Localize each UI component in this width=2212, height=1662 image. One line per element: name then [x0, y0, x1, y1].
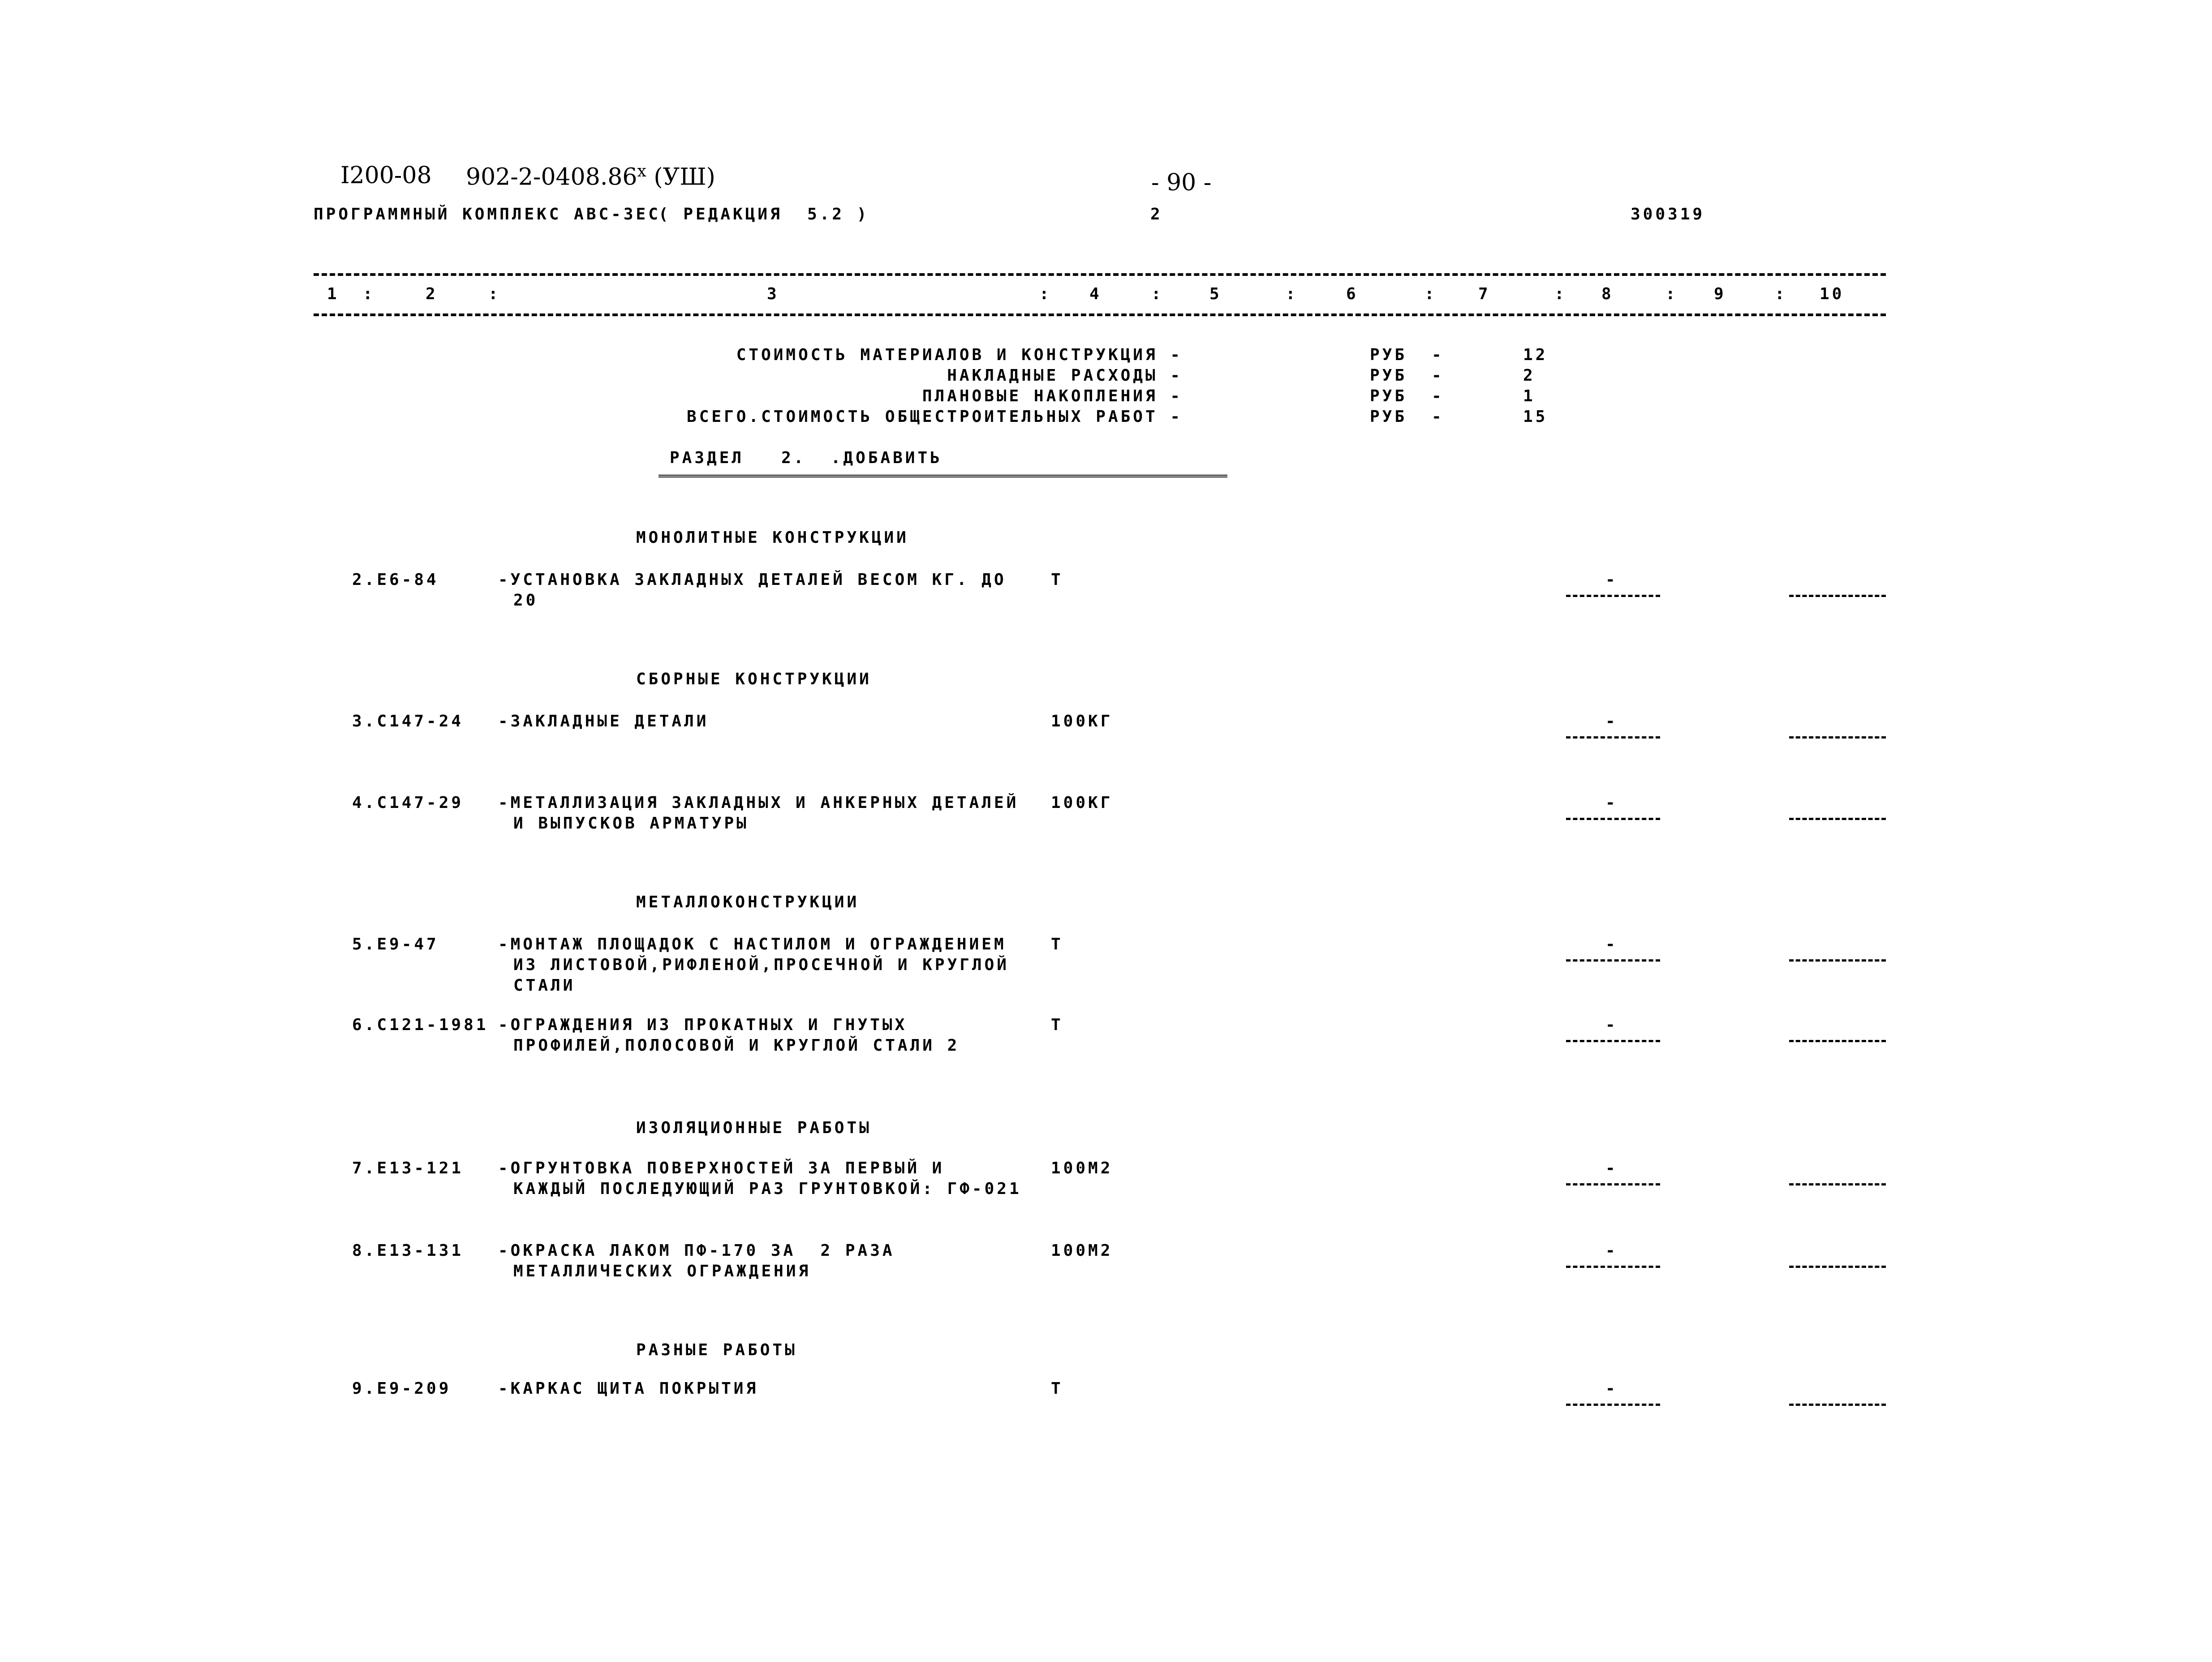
row-col10-divider [1789, 1040, 1886, 1042]
summary-value: 1 [1523, 387, 1536, 405]
row-unit: Т [1051, 935, 1063, 953]
row-unit: 100М2 [1051, 1241, 1113, 1260]
row-description: -ЗАКЛАДНЫЕ ДЕТАЛИ [498, 712, 709, 730]
col-header-2: 2 [426, 285, 438, 303]
summary-value: 15 [1523, 408, 1548, 426]
row-code: 8.Е13-131 [352, 1241, 464, 1260]
program-name: ПРОГРАММНЫЙ КОМПЛЕКС АВС-ЗЕС [314, 205, 661, 223]
row-col8-divider [1566, 1404, 1660, 1406]
row-col8-top: - [1605, 1379, 1618, 1398]
header-code-project [466, 162, 715, 190]
row-col8-divider [1566, 1183, 1660, 1185]
col-sep: : [1424, 285, 1437, 303]
summary-dash: - [1432, 387, 1444, 405]
col-sep: : [1286, 285, 1298, 303]
row-col10-divider [1789, 1266, 1886, 1268]
header-project-sup: х [637, 162, 646, 180]
row-unit: 100М2 [1051, 1159, 1113, 1177]
header-rule-top [314, 273, 1886, 276]
row-col10-divider [1789, 595, 1886, 597]
header-project-roman: (УШ) [654, 163, 715, 191]
row-col10-divider [1789, 1183, 1886, 1185]
row-col8-top: - [1605, 571, 1618, 589]
row-description: -ОГРАЖДЕНИЯ ИЗ ПРОКАТНЫХ И ГНУТЫХ [498, 1016, 908, 1034]
summary-value: 12 [1523, 346, 1548, 364]
row-col8-divider [1566, 818, 1660, 820]
summary-label: СТОИМОСТЬ МАТЕРИАЛОВ И КОНСТРУКЦИЯ - [736, 346, 1183, 364]
summary-unit: РУБ [1370, 408, 1407, 426]
document-id: 300319 [1631, 205, 1705, 223]
row-description-cont: СТАЛИ [513, 976, 576, 995]
row-code: 2.Е6-84 [352, 571, 439, 589]
row-col10-divider [1789, 959, 1886, 962]
summary-unit: РУБ [1370, 346, 1407, 364]
col-header-8: 8 [1601, 285, 1614, 303]
row-description-cont: КАЖДЫЙ ПОСЛЕДУЮЩИЙ РАЗ ГРУНТОВКОЙ: ГФ-021 [513, 1180, 1022, 1198]
row-code: 5.Е9-47 [352, 935, 439, 953]
row-description: -УСТАНОВКА ЗАКЛАДНЫХ ДЕТАЛЕЙ ВЕСОМ КГ. ДО [498, 571, 1007, 589]
col-header-1: 1 [327, 285, 340, 303]
summary-value: 2 [1523, 366, 1536, 385]
col-header-5: 5 [1209, 285, 1222, 303]
col-sep: : [488, 285, 501, 303]
row-col8-divider [1566, 736, 1660, 739]
program-edition: ( РЕДАКЦИЯ 5.2 ) [658, 205, 869, 223]
row-col10-divider [1789, 818, 1886, 820]
summary-dash: - [1432, 408, 1444, 426]
col-sep: : [1554, 285, 1567, 303]
section-title: РАЗДЕЛ 2. .ДОБАВИТЬ [670, 449, 942, 467]
row-col8-top: - [1605, 1159, 1618, 1177]
row-description-cont: ИЗ ЛИСТОВОЙ,РИФЛЕНОЙ,ПРОСЕЧНОЙ И КРУГЛОЙ [513, 956, 1009, 974]
row-description-cont: МЕТАЛЛИЧЕСКИХ ОГРАЖДЕНИЯ [513, 1262, 811, 1280]
section-underline [658, 475, 1227, 477]
col-sep: : [1039, 285, 1052, 303]
header-project-number: 902-2-0408.86 [466, 163, 637, 191]
row-description: -МЕТАЛЛИЗАЦИЯ ЗАКЛАДНЫХ И АНКЕРНЫХ ДЕТАЛЕЙ [498, 794, 1019, 812]
row-col8-top: - [1605, 1016, 1618, 1034]
row-unit: 100КГ [1051, 712, 1113, 730]
row-unit: Т [1051, 1379, 1063, 1398]
summary-unit: РУБ [1370, 366, 1407, 385]
row-col10-divider [1789, 1404, 1886, 1406]
header-rule-bottom [314, 314, 1886, 316]
group-title: РАЗНЫЕ РАБОТЫ [636, 1341, 797, 1359]
summary-dash: - [1432, 366, 1444, 385]
group-title: МОНОЛИТНЫЕ КОНСТРУКЦИИ [636, 528, 909, 547]
page-number: - 90 - [1151, 169, 1212, 196]
row-description: -КАРКАС ЩИТА ПОКРЫТИЯ [498, 1379, 759, 1398]
col-header-9: 9 [1714, 285, 1726, 303]
sheet-number: 2 [1150, 205, 1163, 223]
col-header-4: 4 [1089, 285, 1102, 303]
col-sep: : [1151, 285, 1164, 303]
row-code: 3.С147-24 [352, 712, 464, 730]
row-col8-top: - [1605, 712, 1618, 730]
row-col8-divider [1566, 959, 1660, 962]
col-header-3: 3 [767, 285, 779, 303]
row-code: 7.Е13-121 [352, 1159, 464, 1177]
col-sep: : [1775, 285, 1787, 303]
row-description: -ОГРУНТОВКА ПОВЕРХНОСТЕЙ ЗА ПЕРВЫЙ И [498, 1159, 945, 1177]
row-col8-top: - [1605, 935, 1618, 953]
row-col8-divider [1566, 595, 1660, 597]
row-description: -ОКРАСКА ЛАКОМ ПФ-170 ЗА 2 РАЗА [498, 1241, 895, 1260]
row-col8-divider [1566, 1040, 1660, 1042]
col-header-7: 7 [1478, 285, 1491, 303]
row-code: 6.С121-1981 [352, 1016, 489, 1034]
col-sep: : [363, 285, 375, 303]
row-description-cont: ПРОФИЛЕЙ,ПОЛОСОВОЙ И КРУГЛОЙ СТАЛИ 2 [513, 1036, 960, 1055]
row-unit: 100КГ [1051, 794, 1113, 812]
col-header-6: 6 [1346, 285, 1359, 303]
summary-label: НАКЛАДНЫЕ РАСХОДЫ - [947, 366, 1183, 385]
row-description: -МОНТАЖ ПЛОЩАДОК С НАСТИЛОМ И ОГРАЖДЕНИЕМ [498, 935, 1007, 953]
group-title: МЕТАЛЛОКОНСТРУКЦИИ [636, 893, 860, 911]
row-unit: Т [1051, 1016, 1063, 1034]
row-col8-top: - [1605, 794, 1618, 812]
summary-dash: - [1432, 346, 1444, 364]
summary-unit: РУБ [1370, 387, 1407, 405]
row-col8-top: - [1605, 1241, 1618, 1260]
col-sep: : [1665, 285, 1678, 303]
summary-label: ПЛАНОВЫЕ НАКОПЛЕНИЯ - [922, 387, 1183, 405]
row-col10-divider [1789, 736, 1886, 739]
group-title: СБОРНЫЕ КОНСТРУКЦИИ [636, 670, 872, 688]
row-code: 9.Е9-209 [352, 1379, 452, 1398]
row-description-cont: И ВЫПУСКОВ АРМАТУРЫ [513, 814, 749, 833]
header-code-left: I200-08 [340, 162, 432, 189]
row-col8-divider [1566, 1266, 1660, 1268]
row-description-cont: 20 [513, 591, 538, 610]
col-header-10: 10 [1820, 285, 1845, 303]
row-code: 4.С147-29 [352, 794, 464, 812]
row-unit: Т [1051, 571, 1063, 589]
summary-label: ВСЕГО.СТОИМОСТЬ ОБЩЕСТРОИТЕЛЬНЫХ РАБОТ - [687, 408, 1183, 426]
group-title: ИЗОЛЯЦИОННЫЕ РАБОТЫ [636, 1119, 872, 1137]
